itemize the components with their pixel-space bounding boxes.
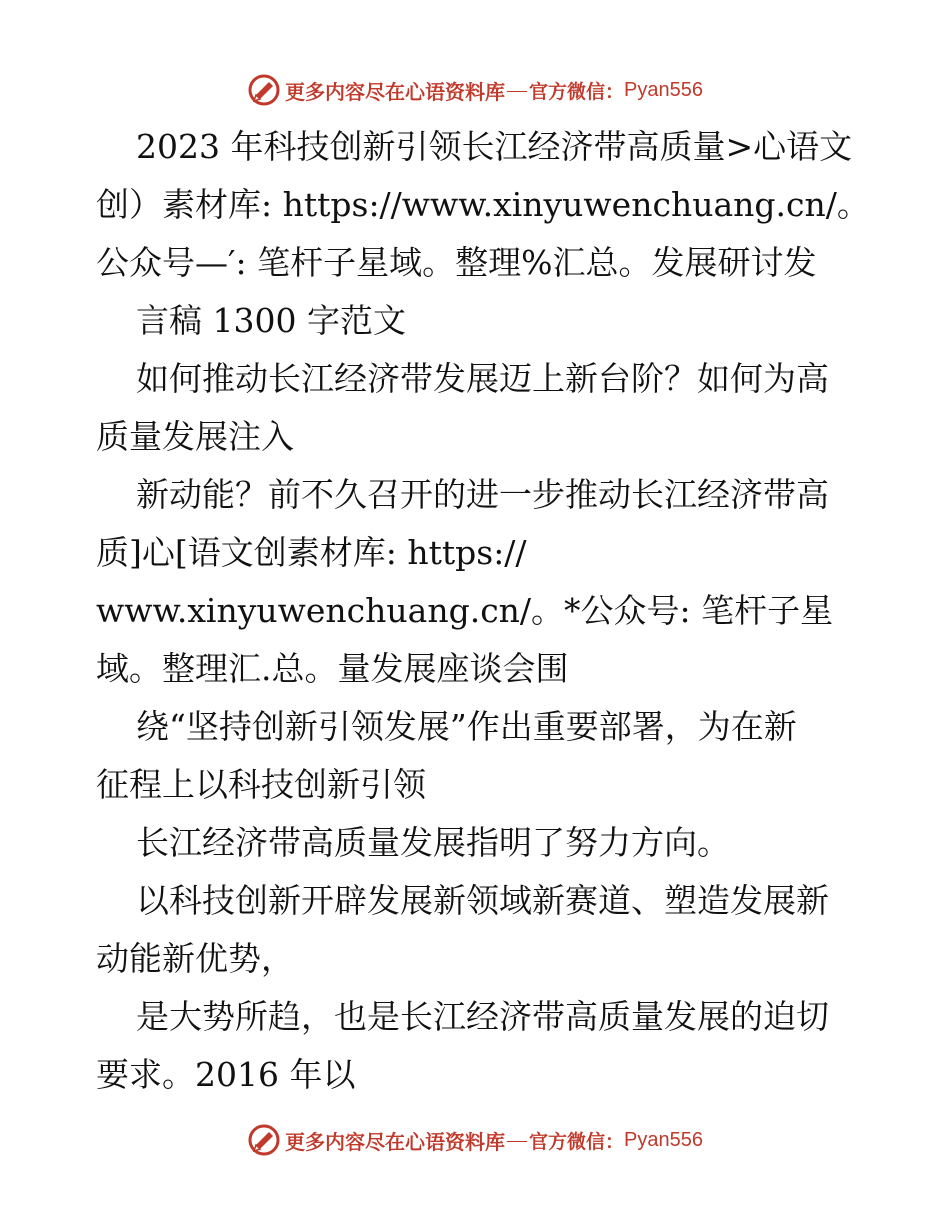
- text-line: 质]心[语文创素材库: https://: [96, 533, 527, 572]
- text-line: 是大势所趋，也是长江经济带高质量发展的迫切: [136, 997, 829, 1036]
- text-line: 域。整理汇.总。量发展座谈会围: [96, 649, 569, 688]
- wechat-label: 官方微信：: [529, 81, 625, 103]
- pen-logo-icon: [247, 1123, 281, 1157]
- document-body: [96, 118, 870, 1104]
- text-line: www.xinyuwenchuang.cn/。*公众号: 笔杆子星: [96, 591, 834, 630]
- footer-banner: [0, 1120, 950, 1160]
- header-banner: [0, 70, 950, 110]
- wechat-id: Pyan556: [624, 78, 703, 101]
- text-line: 绕“坚持创新引领发展”作出重要部署，为在新: [136, 707, 797, 746]
- text-line: 征程上以科技创新引领: [96, 765, 426, 804]
- text-line: 质量发展注入: [96, 417, 294, 456]
- text-line: 公众号—′: 笔杆子星域。整理%汇总。发展研讨发: [96, 243, 817, 282]
- banner-separator: —: [507, 78, 527, 101]
- text-line: 创）素材库: https://www.xinyuwenchuang.cn/。: [96, 185, 870, 224]
- wechat-label: 官方微信：: [529, 1131, 625, 1153]
- pen-logo-icon: [247, 73, 281, 107]
- text-line: 以科技创新开辟发展新领域新赛道、塑造发展新: [136, 881, 829, 920]
- text-line: 如何推动长江经济带发展迈上新台阶？如何为高: [136, 359, 829, 398]
- banner-text: 更多内容尽在心语资料库: [285, 81, 505, 104]
- banner-text: 更多内容尽在心语资料库: [285, 1131, 505, 1154]
- banner-separator: —: [507, 1128, 527, 1151]
- text-line: 要求。2016 年以: [96, 1055, 356, 1094]
- text-line: 动能新优势，: [96, 939, 294, 978]
- text-line: 长江经济带高质量发展指明了努力方向。: [136, 823, 730, 862]
- text-line: 新动能？前不久召开的进一步推动长江经济带高: [136, 475, 829, 514]
- text-line: 言稿 1300 字范文: [136, 301, 406, 340]
- text-line: 2023 年科技创新引领长江经济带高质量>心语文: [136, 127, 853, 166]
- wechat-id: Pyan556: [624, 1128, 703, 1151]
